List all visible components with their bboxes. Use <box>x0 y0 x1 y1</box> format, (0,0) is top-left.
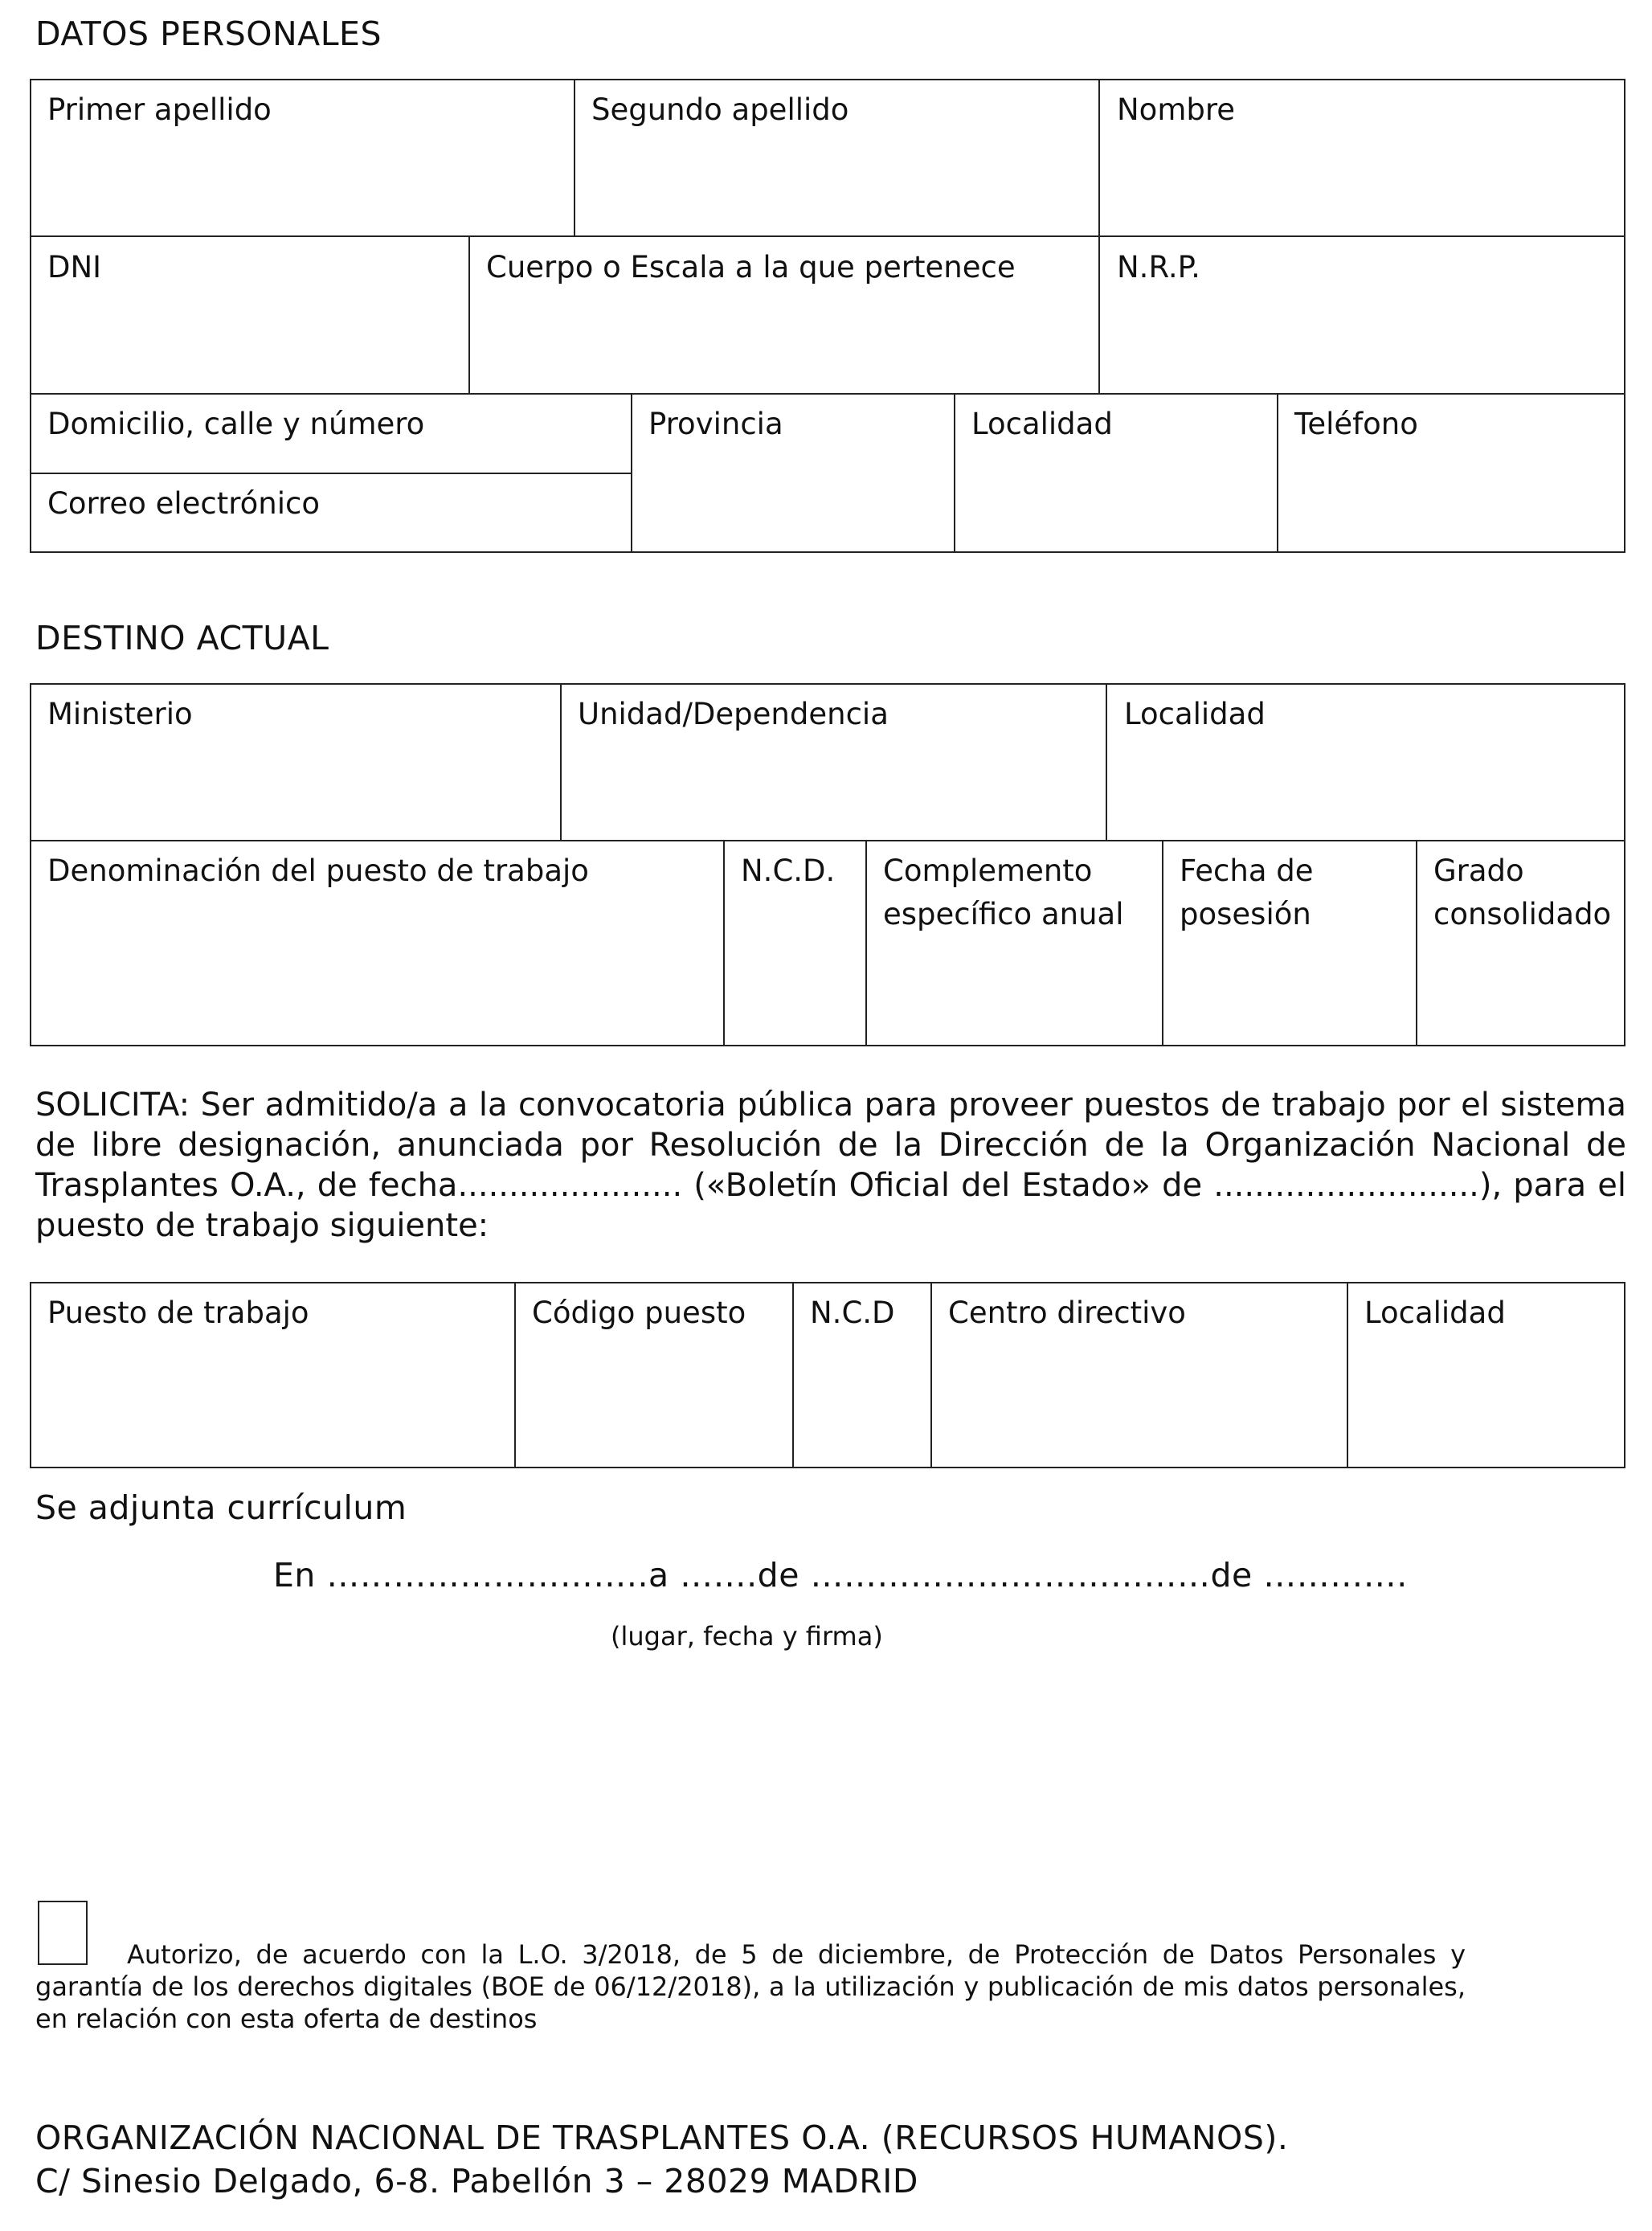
solicita-paragraph: SOLICITA: Ser admitido/a a la convocatoria pública para proveer puestos de trabajo por el sistema de libre designación, anunciada por Resolución de la Dirección de la Organización Nacional de Trasplantes O.A., de fecha...................... («Boletín Oficial del Estado» de ..........................), para el puesto de trabajo siguiente: <box>35 1087 1626 1244</box>
dni-field[interactable]: DNI <box>47 250 102 285</box>
divider <box>30 473 632 474</box>
ministerio-field[interactable]: Ministerio <box>47 697 193 731</box>
destino-actual-heading: DESTINO ACTUAL <box>35 619 329 657</box>
telefono-field[interactable]: Teléfono <box>1294 407 1418 441</box>
grado-label-line2: consolidado <box>1433 897 1612 931</box>
provincia-field[interactable]: Provincia <box>648 407 783 441</box>
curriculum-note: Se adjunta currículum <box>35 1488 407 1527</box>
divider <box>954 393 955 553</box>
complemento-label-line1: Complemento <box>883 854 1093 888</box>
divider <box>468 235 470 394</box>
puesto-ncd-field[interactable]: N.C.D <box>810 1296 895 1330</box>
puesto-trabajo-field[interactable]: Puesto de trabajo <box>47 1296 309 1330</box>
grado-consolidado-field[interactable] <box>1433 849 1611 936</box>
puesto-localidad-field[interactable]: Localidad <box>1364 1296 1506 1330</box>
divider <box>514 1282 516 1468</box>
correo-electronico-field[interactable]: Correo electrónico <box>47 486 320 521</box>
consent-text: Autorizo, de acuerdo con la L.O. 3/2018, de 5 de diciembre, de Protección de Datos Personales y garantía de los derechos digitales (BOE de 06/12/2018), a la utilización y publicación de mis datos personales, en relación con esta oferta de destinos <box>35 1939 1466 2034</box>
codigo-puesto-field[interactable]: Código puesto <box>532 1296 746 1330</box>
fecha-label-line1: Fecha de <box>1180 854 1314 888</box>
complemento-field[interactable] <box>883 849 1124 936</box>
divider <box>1106 683 1107 841</box>
localidad-field[interactable]: Localidad <box>971 407 1113 441</box>
divider <box>30 235 1625 237</box>
signature-date-line[interactable]: En ………………………..a …….de ………………………………de …………. <box>273 1556 1408 1594</box>
divider <box>30 393 1625 395</box>
footer-address: C/ Sinesio Delgado, 6-8. Pabellón 3 – 28029 MADRID <box>35 2162 918 2200</box>
ncd-field[interactable]: N.C.D. <box>741 854 836 888</box>
divider <box>1277 393 1278 553</box>
divider <box>560 683 562 841</box>
divider <box>792 1282 794 1468</box>
domicilio-field[interactable]: Domicilio, calle y número <box>47 407 425 441</box>
segundo-apellido-field[interactable]: Segundo apellido <box>591 92 849 127</box>
divider <box>30 840 1625 841</box>
destino-localidad-field[interactable]: Localidad <box>1124 697 1266 731</box>
nrp-field[interactable]: N.R.P. <box>1117 250 1200 285</box>
divider <box>930 1282 932 1468</box>
divider <box>1347 1282 1348 1468</box>
nombre-field[interactable]: Nombre <box>1117 92 1236 127</box>
primer-apellido-field[interactable]: Primer apellido <box>47 92 272 127</box>
grado-label-line1: Grado <box>1433 854 1524 888</box>
footer-organization: ORGANIZACIÓN NACIONAL DE TRASPLANTES O.A. (RECURSOS HUMANOS). <box>35 2118 1289 2157</box>
cuerpo-escala-field[interactable]: Cuerpo o Escala a la que pertenece <box>486 250 1016 285</box>
unidad-dependencia-field[interactable]: Unidad/Dependencia <box>578 697 889 731</box>
centro-directivo-field[interactable]: Centro directivo <box>948 1296 1186 1330</box>
fecha-label-line2: posesión <box>1180 897 1311 931</box>
divider <box>631 393 632 553</box>
fecha-posesion-field[interactable] <box>1180 849 1314 936</box>
signature-caption: (lugar, fecha y firma) <box>611 1621 883 1652</box>
divider <box>1162 840 1163 1046</box>
divider <box>723 840 725 1046</box>
divider <box>1416 840 1417 1046</box>
denominacion-puesto-field[interactable]: Denominación del puesto de trabajo <box>47 854 589 888</box>
divider <box>574 79 575 236</box>
divider <box>865 840 867 1046</box>
divider <box>1098 79 1100 394</box>
complemento-label-line2: específico anual <box>883 897 1124 931</box>
personal-data-heading: DATOS PERSONALES <box>35 14 382 53</box>
